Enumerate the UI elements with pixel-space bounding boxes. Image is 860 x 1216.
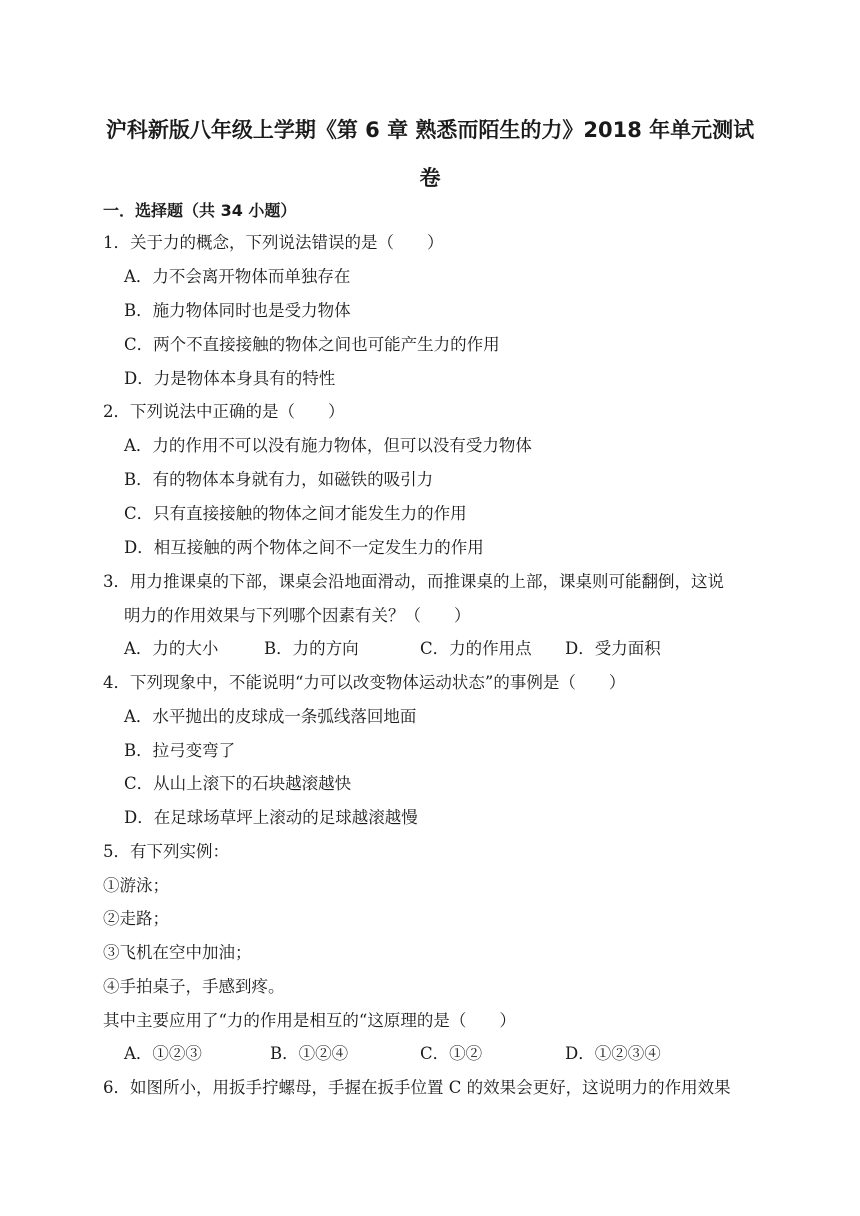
question-4-option-d: D．在足球场草坪上滚动的足球越滚越慢 (124, 808, 418, 827)
question-5-option-a: A．①②③ (124, 1044, 202, 1063)
question-3-option-d: D．受力面积 (565, 639, 661, 658)
question-4-option-c: C．从山上滚下的石块越滚越快 (124, 774, 352, 793)
question-5-item-2: ②走路； (103, 909, 169, 928)
question-6-stem: 6．如图所小，用扳手拧螺母，手握在扳手位置 C 的效果会更好，这说明力的作用效果 (103, 1078, 731, 1097)
question-4-option-a: A．水平抛出的皮球成一条弧线落回地面 (124, 707, 417, 726)
title-line-1: 沪科新版八年级上学期《第 6 章 熟悉而陌生的力》2018 年单元测试 (105, 118, 755, 142)
question-2-option-b: B．有的物体本身就有力，如磁铁的吸引力 (124, 470, 434, 489)
question-3-option-b: B．力的方向 (264, 639, 359, 658)
section-heading: 一．选择题（共 34 小题） (103, 201, 297, 220)
question-3-option-c: C．力的作用点 (420, 639, 532, 658)
document-title (90, 106, 770, 202)
question-5-option-b: B．①②④ (270, 1044, 349, 1063)
question-3-option-a: A．力的大小 (124, 639, 219, 658)
question-5-option-d: D．①②③④ (565, 1044, 661, 1063)
question-5-item-3: ③飞机在空中加油； (103, 943, 252, 962)
question-4-option-b: B．拉弓变弯了 (124, 741, 236, 760)
question-3-stem-continued: 明力的作用效果与下列哪个因素有关？（ ） (124, 606, 471, 625)
question-5-item-4: ④手拍桌子，手感到疼。 (103, 977, 285, 996)
question-1-option-a: A．力不会离开物体而单独存在 (124, 267, 351, 286)
question-1-option-d: D．力是物体本身具有的特性 (124, 369, 336, 388)
question-5-item-1: ①游泳； (103, 876, 169, 895)
question-5-question: 其中主要应用了“力的作用是相互的“这原理的是（ ） (103, 1011, 516, 1030)
question-2-stem: 2．下列说法中正确的是（ ） (103, 402, 345, 421)
question-1-option-c: C．两个不直接接触的物体之间也可能产生力的作用 (124, 335, 500, 354)
question-2-option-d: D．相互接触的两个物体之间不一定发生力的作用 (124, 538, 484, 557)
question-2-option-c: C．只有直接接触的物体之间才能发生力的作用 (124, 504, 467, 523)
title-line-2: 卷 (419, 166, 441, 190)
question-2-option-a: A．力的作用不可以没有施力物体，但可以没有受力物体 (124, 436, 532, 455)
question-1-option-b: B．施力物体同时也是受力物体 (124, 301, 351, 320)
question-5-stem: 5．有下列实例： (103, 842, 229, 861)
question-1-stem: 1．关于力的概念，下列说法错误的是（ ） (103, 233, 444, 252)
question-3-stem: 3．用力推课桌的下部，课桌会沿地面滑动，而推课桌的上部，课桌则可能翻倒，这说 (103, 572, 724, 591)
question-5-option-c: C．①② (420, 1044, 483, 1063)
question-4-stem: 4．下列现象中，不能说明“力可以改变物体运动状态”的事例是（ ） (103, 673, 626, 692)
